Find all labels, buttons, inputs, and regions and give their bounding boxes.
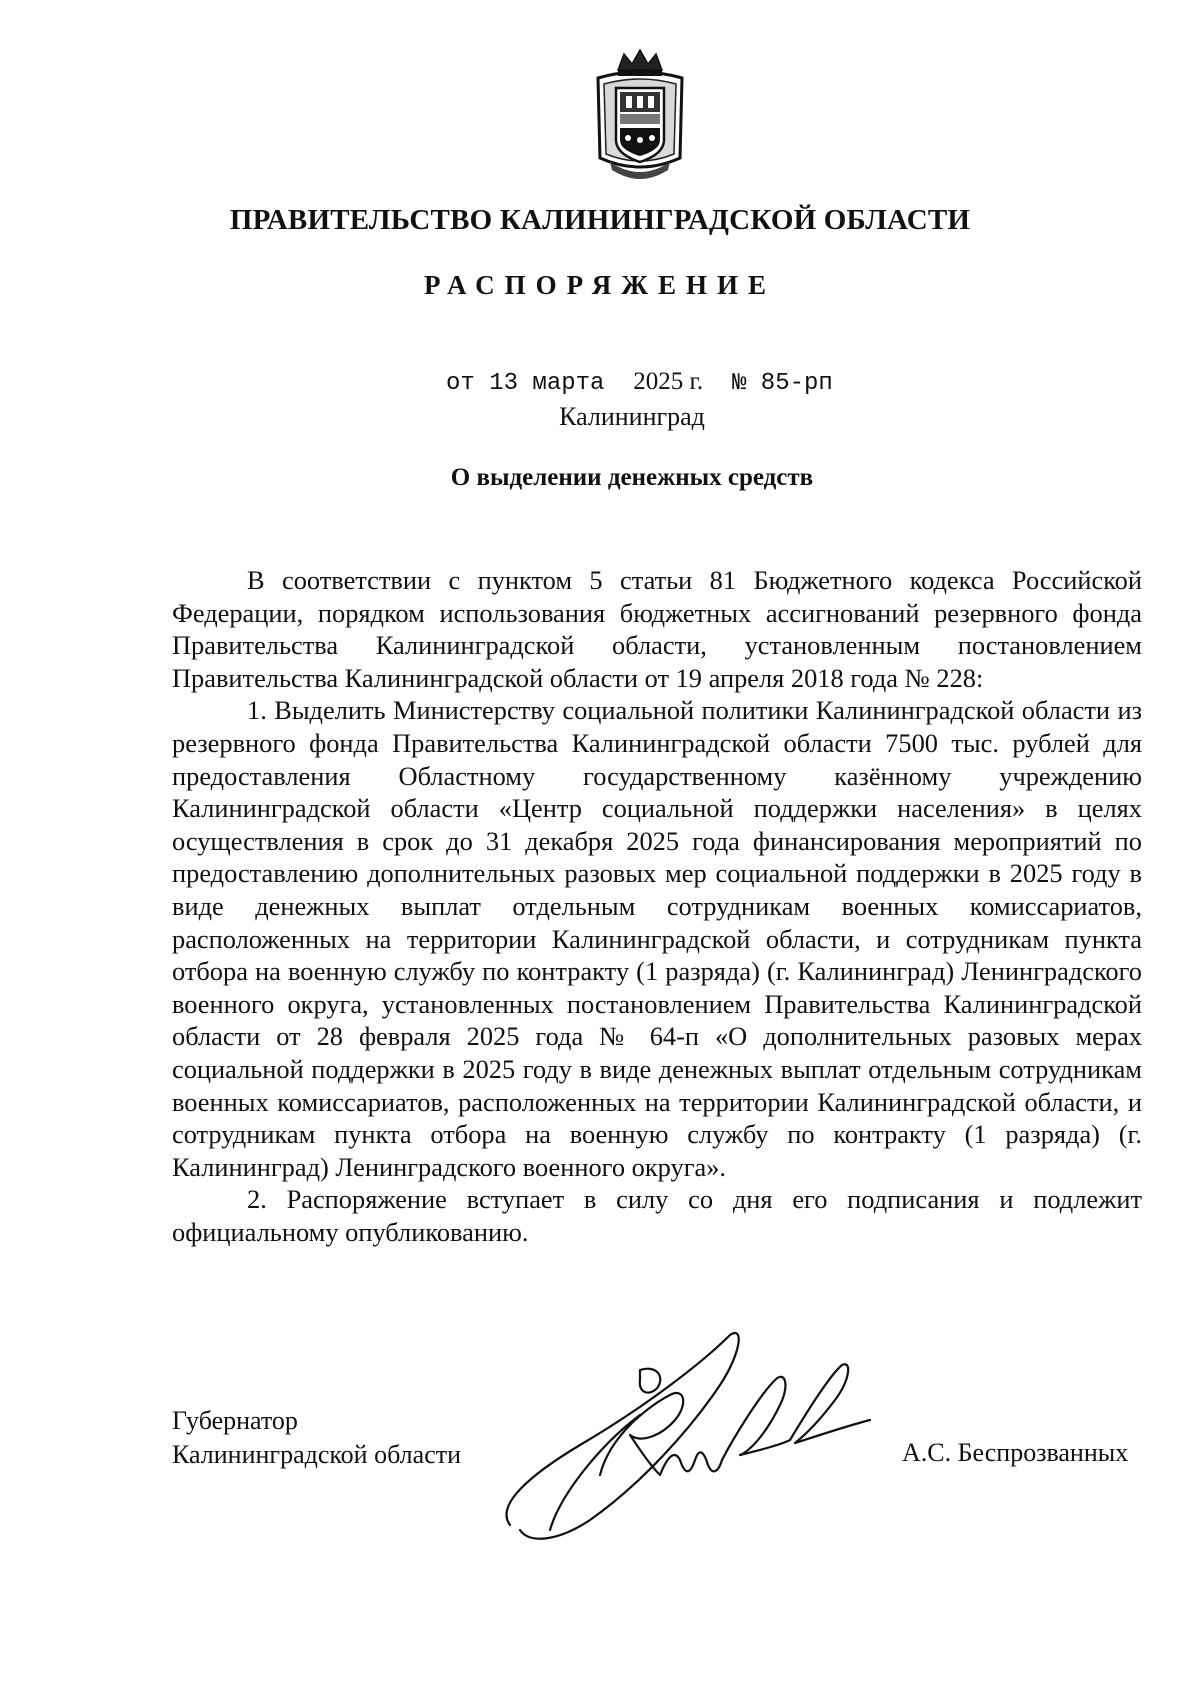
organization-title: ПРАВИТЕЛЬСТВО КАЛИНИНГРАДСКОЙ ОБЛАСТИ xyxy=(229,204,971,236)
document-subject: О выделении денежных средств xyxy=(450,464,814,491)
signatory-position xyxy=(172,1404,461,1472)
date-number-line xyxy=(446,368,833,397)
city-label: Калининград xyxy=(559,402,705,431)
document-type-title: РАСПОРЯЖЕНИЕ xyxy=(423,270,777,300)
date-year: 2025 г. xyxy=(633,368,704,395)
coat-of-arms-emblem xyxy=(588,48,692,180)
item-2-paragraph: 2. Распоряжение вступает в силу со дня его подписания и подлежит официальному опубликованию. xyxy=(172,1184,1142,1247)
document-body xyxy=(172,564,1142,1248)
item-1-paragraph: 1. Выделить Министерству социальной политики Калининградской области из резервного фонда Правительства Калининградской области 7500 тыс. рублей для предоставления Областному государственному казённому учреждению Калининградской области «Центр социальной поддержки населения» в целях осуществления в срок до 31 декабря 2025 года финансирования мероприятий по предоставлению дополнительных разовых мер социальной поддержки в 2025 году в виде денежных выплат отдельным сотрудникам военных комиссариатов, расположенных на территории Калининградской области, и сотрудникам пункта отбора на военную службу по контракту (1 разряда) (г. Калининград) Ленинградского военного округа, установленных постановлением Правительства Калининградской области от 28 февраля 2025 года № 64-п «О дополнительных разовых мерах социальной поддержки в 2025 году в виде денежных выплат отдельным сотрудникам военных комиссариатов, расположенных на территории Калининградской области, и сотрудникам пункта отбора на военную службу по контракту (1 разряда) (г. Калининград) Ленинградского военного округа». xyxy=(172,695,1142,1182)
handwritten-signature xyxy=(490,1325,920,1555)
signatory-position-line2: Калининградской области xyxy=(172,1440,462,1469)
signatory-name: А.С. Беспрозванных xyxy=(902,1438,1129,1467)
signatory-position-line1: Губернатор xyxy=(172,1406,298,1435)
document-number: № 85-рп xyxy=(732,370,833,397)
date-text: от 13 марта xyxy=(446,370,605,397)
intro-paragraph: В соответствии с пунктом 5 статьи 81 Бюджетного кодекса Российской Федерации, порядком использования бюджетных ассигнований резервного фонда Правительства Калининградской области, установленным постановлением Правительства Калининградской области от 19 апреля 2018 года № 228: xyxy=(172,565,1142,693)
